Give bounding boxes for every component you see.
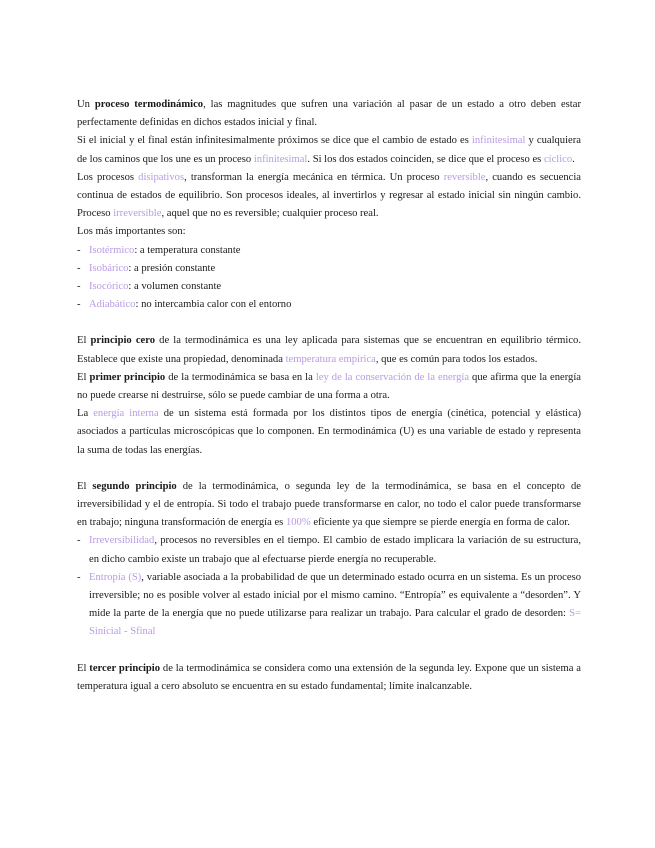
list-item: - Entropía (S), variable asociada a la probabilidad de que un determinado estado ocurra en un sistema. Es un proceso irreversible; no es posible volver al estado inicial por el mismo camino. “Entropía” es equivalente a “desorden”. Y mide la parte de la energía que no puede utilizarse para realizar un trabajo. Para calcular el grado de desorden: S= Sinicial - Sfinal [77, 569, 581, 642]
list-item: - Isobárico: a presión constante [77, 260, 581, 278]
term-proceso-termodinamico: proceso termodinámico [94, 99, 204, 110]
paragraph-tercer-principio: El tercer principio de la termodinámica se considera como una extensión de la segunda ley. Expone que un sistema a temperatura igual a cero absoluto se encuentra en su estado fundamental; límite inalcanzable. [77, 662, 581, 692]
second-law-list [77, 532, 581, 641]
list-item: - Adiabático: no intercambia calor con el entorno [77, 296, 581, 314]
term-temperatura-empirica: temperatura empírica [285, 353, 376, 365]
term-disipativos: disipativos [138, 171, 185, 183]
term-infinitesimal: infinitesimal [471, 135, 526, 147]
term-conservacion-energia: ley de la conservación de la energía [315, 371, 470, 383]
paragraph-proceso-termodinamico: Un proceso termodinámico, las magnitudes que sufren una variación al pasar de un estado a otro deben estar perfectamente definidas en dichos estados inicial y final. [77, 99, 581, 129]
document-body [77, 96, 581, 696]
entropy-formula: S= Sinicial - Sfinal [89, 608, 581, 638]
paragraph-procesos: Los procesos disipativos, transforman la energía mecánica en térmica. Un proceso reversible, cuando es secuencia continua de estados de equilibrio. Son procesos ideales, al invertirlos y regresar al estado inicial sin ningún cambio. Proceso irreversible, aquel que no es reversible; cualquier proceso real. [77, 171, 581, 220]
paragraph-primer-principio: El primer principio de la termodinámica se basa en la ley de la conservación de la energía que afirma que la energía no puede crearse ni destruirse, sólo se puede cambiar de una forma a otra. [77, 371, 581, 402]
process-list [77, 242, 581, 315]
paragraph-segundo-principio: El segundo principio de la termodinámica, o segunda ley de la termodinámica, se basa en el concepto de irreversibilidad y el de entropía. Si todo el trabajo puede transformarse en calor, no todo el calor puede transformarse en trabajo; ninguna transformación de energía es 100% eficiente ya que siempre se pierde energía en forma de calor. [77, 480, 581, 529]
paragraph-infinitesimal: Si el inicial y el final están infinitesimalmente próximos se dice que el cambio de estado es infinitesimal y cualquiera de los caminos que los une es un proceso infinitesimal. Si los dos estados coinciden, se dice que el proceso es cíclico. [77, 135, 581, 165]
paragraph-principio-cero: El principio cero de la termodinámica es una ley aplicada para sistemas que se encuentran en equilibrio térmico. Establece que existe una propiedad, denominada temperatura empírica, que es común para todos los estados. [77, 335, 581, 365]
term-reversible: reversible [443, 171, 486, 183]
value-100-percent: 100% [285, 517, 311, 529]
term-infinitesimal-2: infinitesimal [253, 153, 308, 165]
term-irreversible: irreversible [113, 208, 162, 220]
term-ciclico: cíclico [543, 153, 573, 165]
paragraph-energia-interna: La energía interna de un sistema está formada por los distintos tipos de energía (cinética, potencial y elástica) asociados a partículas microscópicas que lo componen. En termodinámica (U) es una variable de estado y representa la suma de todas las energías. [77, 408, 582, 456]
list-item: - Isocórico: a volumen constante [77, 278, 581, 296]
list-item: - Irreversibilidad, procesos no reversibles en el tiempo. El cambio de estado implicara la variación de su estructura, en dicho cambio existe un trabajo que al efectuarse pierde energía no recuperable. [77, 532, 581, 568]
term-energia-interna: energía interna [93, 408, 159, 420]
paragraph-mas-importantes: Los más importantes son: [77, 226, 186, 238]
list-item: - Isotérmico: a temperatura constante [77, 242, 581, 260]
